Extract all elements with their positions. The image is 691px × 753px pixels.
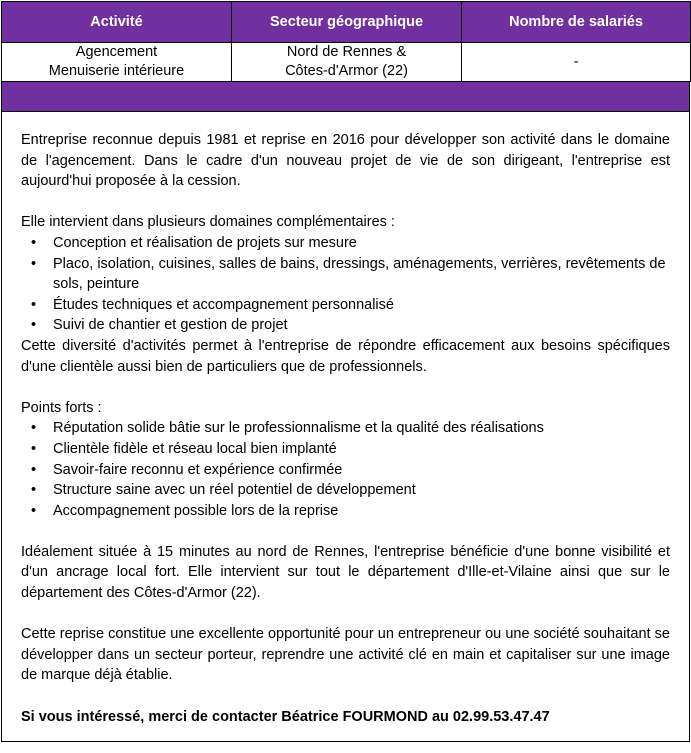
location-paragraph: Idéalement située à 15 minutes au nord de Rennes, l'entreprise bénéficie d'une bonne visibilité et d'un ancrage local fort. Elle intervient sur tout le département d'Ille-et-Vilaine ainsi que sur le département des Côtes-d'Armor (22).: [21, 543, 670, 602]
list-item: • Placo, isolation, cuisines, salles de bains, dressings, aménagements, verrières, revêtements de sols, peinture: [21, 254, 670, 295]
list-item: • Conception et réalisation de projets sur mesure: [21, 233, 670, 254]
spacer: [21, 192, 670, 213]
description-box: [1, 112, 690, 742]
list-item: • Structure saine avec un réel potentiel de développement: [21, 480, 670, 501]
spacer: [21, 521, 670, 542]
cell-secteur: [232, 43, 462, 82]
strengths-title: Points forts :: [21, 399, 102, 416]
intro-paragraph: Entreprise reconnue depuis 1981 et reprise en 2016 pour développer son activité dans le domaine de l'agencement. Dans le cadre d'un nouveau projet de vie de son dirigeant, l'entreprise est aujourd'hui proposée à la cession.: [21, 132, 670, 190]
spacer: [21, 686, 670, 707]
table-header-row: [2, 2, 691, 43]
listing-sheet: [1, 1, 690, 751]
opportunity-paragraph: Cette reprise constitue une excellente opportunité pour un entrepreneur ou une société souhaitant se développer dans un secteur porteur, reprendre une activité clé en main et capitaliser sur une image de marque déjà établie.: [21, 626, 670, 684]
domains-title: Elle intervient dans plusieurs domaines complémentaires :: [21, 214, 395, 231]
domains-list: [21, 233, 670, 336]
header-secteur: Secteur géographique: [232, 2, 462, 43]
list-item: • Savoir-faire reconnu et expérience confirmée: [21, 460, 670, 481]
header-salaries: Nombre de salariés: [462, 2, 691, 43]
activite-line-1: Agencement: [75, 44, 158, 60]
strengths-list: [21, 418, 670, 521]
cell-salaries: -: [462, 43, 691, 82]
summary-table: [1, 1, 691, 82]
diversity-paragraph: Cette diversité d'activités permet à l'entreprise de répondre efficacement aux besoins spécifiques d'une clientèle aussi bien de particuliers que de professionnels.: [21, 337, 670, 375]
activite-line-2: Menuiserie intérieure: [48, 63, 185, 79]
secteur-line-1: Nord de Rennes &: [286, 44, 407, 60]
contact-line: Si vous intéressé, merci de contacter Béatrice FOURMOND au 02.99.53.47.47: [21, 708, 550, 725]
list-item: • Clientèle fidèle et réseau local bien implanté: [21, 439, 670, 460]
list-item: • Accompagnement possible lors de la reprise: [21, 501, 670, 522]
spacer: [21, 377, 670, 398]
list-item: • Études techniques et accompagnement personnalisé: [21, 295, 670, 316]
header-activite: Activité: [2, 2, 232, 43]
spacer: [21, 604, 670, 625]
table-row: [2, 43, 691, 82]
accent-band: [1, 82, 690, 112]
secteur-line-2: Côtes-d'Armor (22): [285, 63, 408, 79]
cell-activite: [2, 43, 232, 82]
list-item: • Suivi de chantier et gestion de projet: [21, 315, 670, 336]
list-item: • Réputation solide bâtie sur le professionnalisme et la qualité des réalisations: [21, 418, 670, 439]
